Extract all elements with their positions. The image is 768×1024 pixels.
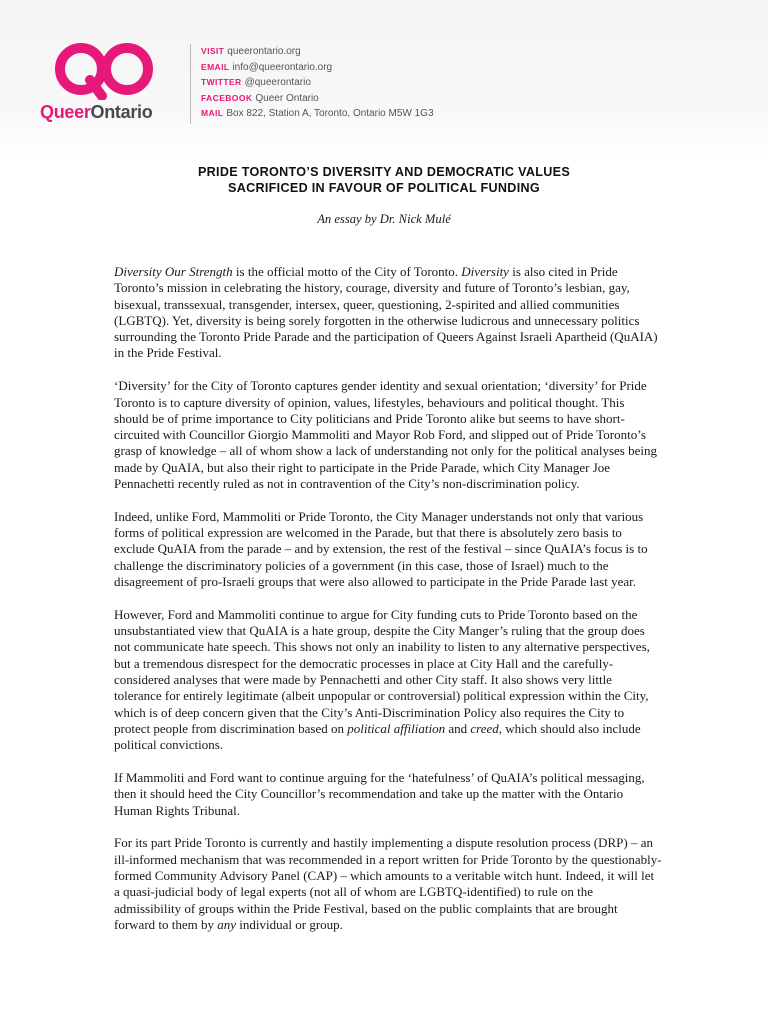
mailing-address: Box 822, Station A, Toronto, Ontario M5W 1G3 — [226, 108, 434, 120]
document-title — [0, 164, 768, 196]
paragraph-2: ‘Diversity’ for the City of Toronto captures gender identity and sexual orientation; ‘diversity’ for Pride Toronto is to capture diversity of opinion, values, lifestyles, behaviours and political thought. This should be of prime importance to City politicians and Pride Toronto alike but seems to have short-circuited with Councillor Giorgio Mammoliti and Mayor Rob Ford, and slipped out of Pride Toronto’s grasp of knowledge – all of whom show a lack of understanding not only for the political analyses being made by QuAIA, but also their right to participate in the Pride Parade, which City Manager Joe Pennachetti recently ruled as not in contravention of the City’s non-discrimination policy. — [114, 378, 657, 492]
contact-facebook[interactable] — [201, 91, 434, 107]
title-line-1: PRIDE TORONTO’S DIVERSITY AND DEMOCRATIC VALUES — [197, 165, 571, 179]
queer-ontario-logo[interactable] — [40, 40, 170, 130]
essay-body — [114, 264, 662, 950]
text-run: is also cited in Pride Toronto’s mission in celebrating the history, courage, diversity and future of Toronto’s lesbian, gay, bisexual, transsexual, transgender, intersex, queer, questioning, 2-spirited and allied communities (LGBTQ). Yet, diversity is being sorely forgotten in the otherwise ludicrous and unnecessary politics surrounding the Toronto Pride Parade and the participation of Queers Against Israeli Apartheid (QuAIA) in the Pride Festival. — [114, 264, 658, 361]
paragraph-4 — [114, 607, 662, 754]
political-affiliation-emphasis: political affiliation — [347, 720, 446, 736]
contact-label: EMAIL — [201, 61, 230, 72]
qo-logo-mark-icon — [54, 40, 154, 100]
any-emphasis: any — [217, 916, 237, 932]
paragraph-6 — [114, 835, 662, 933]
contact-block — [190, 44, 434, 124]
text-run: is the official motto of the City of Toronto. — [232, 264, 462, 279]
title-line-2: SACRIFICED IN FAVOUR OF POLITICAL FUNDING — [228, 181, 540, 195]
contact-label: TWITTER — [201, 77, 242, 88]
paragraph-3: Indeed, unlike Ford, Mammoliti or Pride Toronto, the City Manager understands not only that various forms of political expression are welcomed in the Parade, but that there is absolutely zero basis to exclude QuAIA from the parade – and by extension, the rest of the festival – since QuAIA’s focus is to challenge the discriminatory policies of a government (in this case, those of Israel) much to the disagreement of pro-Israeli groups that were also allowed to participate in the Pride Parade last year. — [114, 508, 648, 590]
text-run: However, Ford and Mammoliti continue to argue for City funding cuts to Pride Toronto based on the unsubstantiated view that QuAIA is a hate group, despite the City Manger’s ruling that the group does not communicate hate speech. This shows not only an inability to listen to any alternative perspectives, but a tremendous disrespect for the democratic processes in place at City Hall and the carefully-considered analyses that were made by Pennachetti and other City staff. It also shows very little tolerance for entirely legitimate (albeit unpopular or controversial) political expression within the City, which is of deep concern given that the City’s Anti-Discrimination Policy also requires the City to protect people from discrimination based on — [114, 606, 650, 736]
text-run: , which should also include political convictions. — [114, 720, 641, 753]
logo-wordmark — [40, 102, 170, 123]
contact-label: VISIT — [201, 46, 225, 56]
contact-label: MAIL — [201, 108, 224, 119]
byline: An essay by Dr. Nick Mulé — [317, 212, 451, 226]
paragraph-1 — [114, 264, 662, 362]
text-run: For its part Pride Toronto is currently and hastily implementing a dispute resolution process (DRP) – an ill-informed mechanism that was recommended in a report written for Pride Toronto by the questionably-formed Community Advisory Panel (CAP) – which amounts to a veritable witch hunt. Indeed, it will let a quasi-judicial body of legal experts (not all of whom are LGBTQ-identified) to rule on the admissibility of groups within the Pride Festival, based on the public complaints that are brought forward to them by — [114, 835, 662, 932]
contact-twitter[interactable] — [201, 75, 434, 91]
motto-emphasis: Diversity Our Strength — [114, 264, 233, 279]
twitter-link[interactable]: @queerontario — [244, 77, 311, 89]
logo-word-ontario: Ontario — [90, 102, 153, 122]
facebook-link[interactable]: Queer Ontario — [255, 92, 319, 104]
creed-emphasis: creed — [470, 720, 499, 736]
website-link[interactable]: queerontario.org — [227, 46, 301, 57]
text-run: individual or group. — [236, 916, 343, 932]
text-run: and — [445, 720, 471, 736]
contact-label: FACEBOOK — [201, 92, 253, 103]
paragraph-5: If Mammoliti and Ford want to continue arguing for the ‘hatefulness’ of QuAIA’s political messaging, then it should heed the City Councillor’s recommendation and take up the matter with the Ontario Human Rights Tribunal. — [114, 770, 645, 818]
contact-visit[interactable] — [201, 44, 434, 60]
logo-word-queer: Queer — [40, 102, 91, 122]
email-link[interactable]: info@queerontario.org — [232, 61, 333, 73]
contact-email[interactable] — [201, 60, 434, 76]
contact-mail — [201, 106, 434, 122]
diversity-emphasis: Diversity — [461, 264, 509, 279]
